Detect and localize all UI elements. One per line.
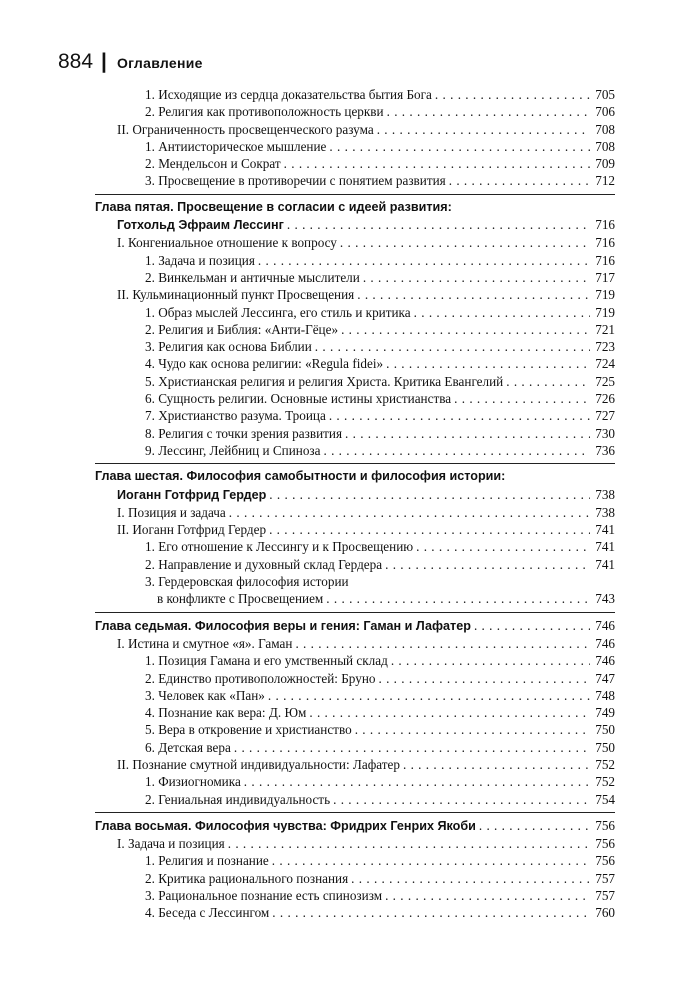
toc-entry-wrapped-line2[interactable]: в конфликте с Просвещением . . . 743 (95, 590, 615, 607)
toc-entry-title: 1. Антиисторическое мышление (145, 138, 327, 154)
toc-entry[interactable] (95, 687, 615, 704)
chapter-5-items (95, 234, 615, 459)
toc-leader-dots (272, 852, 590, 869)
toc-entry[interactable] (95, 852, 615, 869)
toc-entry[interactable] (95, 286, 615, 303)
toc-entry-page: 717 (595, 269, 615, 285)
toc-entry-page: 709 (595, 156, 615, 172)
toc-entry[interactable] (95, 756, 615, 773)
toc-entry[interactable] (95, 442, 615, 459)
toc-entry-page: 736 (595, 442, 615, 458)
toc-entry-page: 716 (595, 235, 615, 251)
toc-leader-dots (357, 286, 590, 303)
toc-entry-page: 721 (595, 321, 615, 337)
toc-entry-page: 741 (595, 539, 615, 555)
toc-entry[interactable] (95, 538, 615, 555)
running-header (58, 50, 203, 74)
toc-leader-dots (385, 556, 590, 573)
toc-entry-title: I. Конгениальное отношение к вопросу (117, 235, 337, 251)
toc-leader-dots (416, 538, 590, 555)
toc-leader-dots (272, 904, 590, 921)
toc-entry-title: 4. Познание как вера: Д. Юм (145, 705, 307, 721)
toc-entry-page: 708 (595, 138, 615, 154)
toc-entry-page: 708 (595, 121, 615, 137)
toc-entry[interactable] (95, 425, 615, 442)
toc-leader-dots (309, 704, 590, 721)
toc-entry-title: 3. Рациональное познание есть спинозизм (145, 888, 383, 904)
toc-entry[interactable] (95, 835, 615, 852)
toc-entry-page: 723 (595, 339, 615, 355)
toc-entry-page: 750 (595, 739, 615, 755)
toc-entry[interactable] (95, 791, 615, 808)
toc-entry[interactable] (95, 773, 615, 790)
chapter-6-subtitle[interactable]: Иоганн Готфрид Гердер . . . 738 (95, 486, 615, 504)
toc-leader-dots (355, 721, 590, 738)
toc-entry-page: 746 (595, 635, 615, 651)
divider (95, 612, 615, 613)
toc-leader-dots (345, 425, 590, 442)
toc-entry-title: 6. Сущность религии. Основные истины христианства (145, 391, 452, 407)
toc-leader-dots (329, 407, 590, 424)
toc-entry-page: 727 (595, 408, 615, 424)
toc-entry-page: 712 (595, 173, 615, 189)
toc-leader-dots (341, 321, 590, 338)
toc-entry-title: II. Познание смутной индивидуальности: Лафатер (117, 756, 400, 772)
toc-entry[interactable] (95, 635, 615, 652)
toc-entry-page: 752 (595, 756, 615, 772)
chapter-5-heading: Глава пятая. Просвещение в согласии с идеей развития: (95, 199, 452, 214)
toc-entry[interactable] (95, 504, 615, 521)
toc-leader-dots (229, 504, 590, 521)
toc-entry-title: II. Иоганн Готфрид Гердер (117, 522, 267, 538)
toc-entry-title: 2. Винкельман и античные мыслители (145, 269, 360, 285)
chapter-6-heading: Глава шестая. Философия самобытности и философия истории: (95, 469, 506, 484)
toc-entry-page: 724 (595, 356, 615, 372)
toc-entry[interactable] (95, 390, 615, 407)
toc-entry-title: 4. Беседа с Лессингом (145, 905, 270, 921)
toc-entry[interactable] (95, 904, 615, 921)
toc-entry[interactable] (95, 321, 615, 338)
toc-entry[interactable] (95, 521, 615, 538)
toc-entry-title: II. Ограниченность просвещенческого разума (117, 121, 374, 137)
toc-entry-title: I. Позиция и задача (117, 504, 226, 520)
toc-entry[interactable] (95, 103, 615, 120)
toc-entry-title: 4. Чудо как основа религии: «Regula fidei» (145, 356, 384, 372)
toc-leader-dots (295, 635, 590, 652)
toc-entry-title: 2. Критика рационального познания (145, 870, 349, 886)
toc-entry-page: 741 (595, 522, 615, 538)
toc-entry-page: 747 (595, 670, 615, 686)
toc-entry-page: 719 (595, 287, 615, 303)
toc-entry-page: 756 (595, 836, 615, 852)
toc-entry[interactable] (95, 86, 615, 103)
toc-entry-page: 746 (595, 653, 615, 669)
toc-entry[interactable] (95, 670, 615, 687)
toc-leader-dots (386, 355, 590, 372)
toc-leader-dots (414, 304, 590, 321)
toc-entry-title: 1. Задача и позиция (145, 252, 255, 268)
toc-entry[interactable] (95, 155, 615, 172)
toc-entry-title: 3. Просвещение в противоречии с понятием развития (145, 173, 446, 189)
toc-entry-page: 757 (595, 888, 615, 904)
toc-entry-page: 730 (595, 425, 615, 441)
toc-entry-title: 1. Физиогномика (145, 774, 241, 790)
toc-leader-dots (377, 121, 590, 138)
toc-leader-dots (506, 373, 590, 390)
toc-entry-page: 760 (595, 905, 615, 921)
toc-leader-dots (244, 773, 590, 790)
toc-entry-title: 7. Христианство разума. Троица (145, 408, 326, 424)
toc-entry[interactable] (95, 252, 615, 269)
toc-entry-page: 705 (595, 87, 615, 102)
toc-leader-dots (363, 269, 590, 286)
toc-entry[interactable] (95, 304, 615, 321)
toc-leader-dots (333, 791, 590, 808)
toc-entry-title: 1. Его отношение к Лессингу и к Просвещению (145, 539, 414, 555)
toc-block-continued (95, 86, 615, 190)
toc-entry-page: 725 (595, 373, 615, 389)
toc-entry-title: I. Задача и позиция (117, 836, 225, 852)
toc-entry-wrapped-line1[interactable]: 3. Гердеровская философия истории (145, 574, 349, 590)
toc-entry[interactable] (95, 739, 615, 756)
toc-entry[interactable] (95, 121, 615, 138)
chapter-8-heading[interactable]: Глава восьмая. Философия чувства: Фридрих Генрих Якоби . . . 756 (95, 817, 615, 835)
toc-leader-dots (258, 252, 590, 269)
toc-entry[interactable] (95, 652, 615, 669)
toc-entry-page: 757 (595, 870, 615, 886)
toc-entry[interactable] (95, 172, 615, 189)
divider (95, 812, 615, 813)
toc-entry-title: 2. Религия как противоположность церкви (145, 104, 384, 120)
toc-entry-title: 3. Религия как основа Библии (145, 339, 312, 355)
toc-entry-title: II. Кульминационный пункт Просвещения (117, 287, 355, 303)
toc-entry-title: 9. Лессинг, Лейбниц и Спиноза (145, 442, 321, 458)
toc-leader-dots (268, 687, 590, 704)
toc-entry[interactable] (95, 407, 615, 424)
toc-leader-dots (323, 442, 590, 459)
toc-entry-title: I. Истина и смутное «я». Гаман (117, 635, 293, 651)
chapter-7-items (95, 635, 615, 808)
toc-entry-title: 2. Мендельсон и Сократ (145, 156, 281, 172)
toc-entry-page: 716 (595, 252, 615, 268)
toc-entry-page: 726 (595, 391, 615, 407)
header-separator: | (101, 50, 107, 73)
toc-entry-title: 1. Образ мыслей Лессинга, его стиль и критика (145, 304, 411, 320)
toc-leader-dots (351, 870, 590, 887)
toc-entry-page: 752 (595, 774, 615, 790)
toc-entry[interactable] (95, 870, 615, 887)
toc-entry-title: 2. Гениальная индивидуальность (145, 791, 331, 807)
toc-leader-dots (449, 172, 590, 189)
toc-entry-title: 1. Исходящие из сердца доказательства бытия Бога (145, 87, 432, 102)
toc-entry-title: 3. Человек как «Пан» (145, 687, 265, 703)
toc-entry-page: 750 (595, 722, 615, 738)
toc-entry-page: 749 (595, 705, 615, 721)
chapter-5-subtitle[interactable]: Готхольд Эфраим Лессинг . . . 716 (95, 216, 615, 234)
toc-leader-dots (284, 155, 590, 172)
toc-leader-dots (403, 756, 590, 773)
toc-leader-dots (391, 652, 590, 669)
toc-leader-dots (454, 390, 590, 407)
toc-leader-dots (435, 86, 590, 103)
divider (95, 194, 615, 195)
toc-entry-page: 719 (595, 304, 615, 320)
toc-entry-title: 1. Позиция Гамана и его умственный склад (145, 653, 388, 669)
toc-entry[interactable] (95, 338, 615, 355)
toc-entry[interactable] (95, 355, 615, 372)
toc-leader-dots (228, 835, 590, 852)
toc-entry[interactable] (95, 269, 615, 286)
toc-entry-page: 706 (595, 104, 615, 120)
toc-entry-title: 2. Религия и Библия: «Анти-Гёце» (145, 321, 339, 337)
toc-entry-title: 5. Вера в откровение и христианство (145, 722, 352, 738)
toc-entry-page: 756 (595, 853, 615, 869)
toc-entry[interactable] (95, 704, 615, 721)
toc-entry-page: 738 (595, 504, 615, 520)
toc-entry[interactable] (95, 138, 615, 155)
toc-leader-dots (340, 234, 590, 251)
toc-entry-page: 741 (595, 556, 615, 572)
running-title: Оглавление (116, 55, 203, 71)
toc-entry-page: 748 (595, 687, 615, 703)
page-number: 884 (58, 50, 94, 73)
toc-leader-dots (387, 103, 590, 120)
toc-entry-title: 1. Религия и познание (145, 853, 269, 869)
divider (95, 463, 615, 464)
table-of-contents (95, 86, 615, 922)
toc-entry-title: 2. Направление и духовный склад Гердера (145, 556, 383, 572)
toc-leader-dots (315, 338, 590, 355)
chapter-7-heading[interactable]: Глава седьмая. Философия веры и гения: Гаман и Лафатер . . . 746 (95, 617, 615, 635)
toc-entry[interactable] (95, 373, 615, 390)
toc-entry[interactable] (95, 887, 615, 904)
chapter-8-items (95, 835, 615, 921)
chapter-6-items (95, 504, 615, 573)
toc-leader-dots (378, 670, 590, 687)
toc-entry[interactable] (95, 556, 615, 573)
toc-entry-title: 5. Христианская религия и религия Христа. Критика Евангелий (145, 373, 504, 389)
toc-entry-title: 6. Детская вера (145, 739, 231, 755)
toc-entry[interactable] (95, 721, 615, 738)
toc-leader-dots (329, 138, 590, 155)
toc-entry-title: 8. Религия с точки зрения развития (145, 425, 343, 441)
toc-entry[interactable] (95, 234, 615, 251)
toc-entry-page: 754 (595, 791, 615, 807)
toc-leader-dots (269, 521, 590, 538)
toc-leader-dots (385, 887, 590, 904)
toc-leader-dots (234, 739, 590, 756)
toc-entry-title: 2. Единство противоположностей: Бруно (145, 670, 376, 686)
